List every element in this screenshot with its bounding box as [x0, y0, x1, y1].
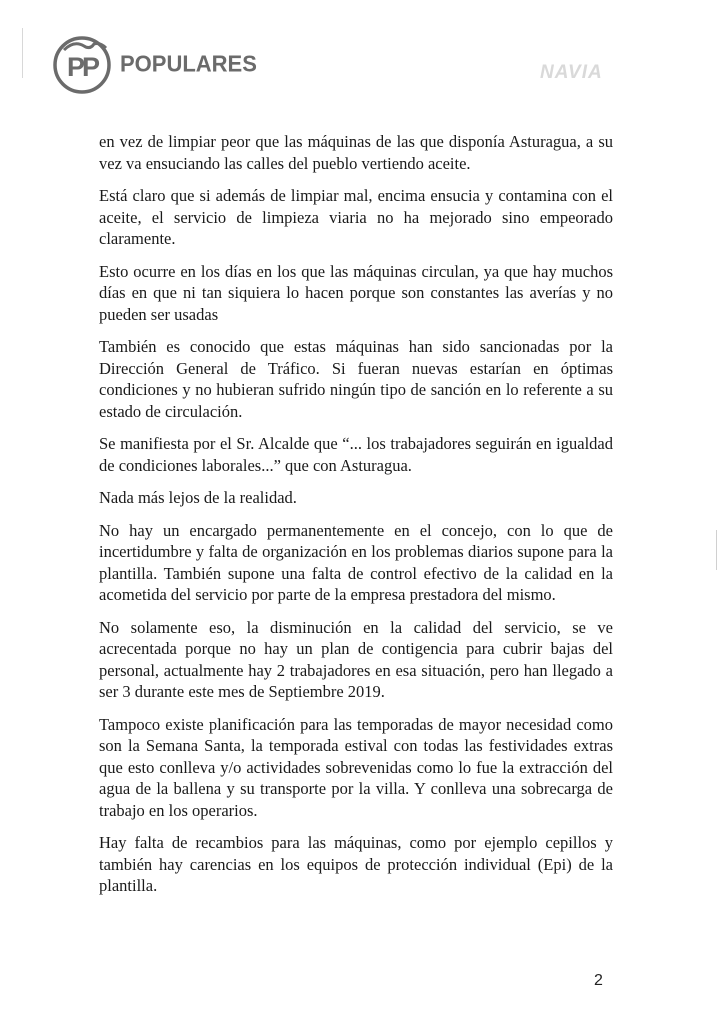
party-logo — [50, 32, 257, 96]
paragraph: Está claro que si además de limpiar mal, encima ensucia y contamina con el aceite, el servicio de limpieza viaria no ha mejorado sino empeorado claramente. — [99, 186, 613, 248]
svg-text:PP: PP — [66, 52, 98, 82]
scan-edge-mark — [716, 530, 717, 570]
paragraph: No solamente eso, la disminución en la calidad del servicio, se ve acrecentada porque no hay un plan de contigencia para cubrir bajas del personal, actualmente hay 2 trabajadores en esa situación, pero han llegado a ser 3 durante este mes de Septiembre 2019. — [99, 617, 613, 701]
paragraph: Hay falta de recambios para las máquinas, como por ejemplo cepillos y también hay carencias en los equipos de protección individual (Epi) de la plantilla. — [99, 833, 613, 895]
pp-logo-icon — [50, 32, 114, 96]
scan-edge-mark — [22, 28, 23, 78]
paragraph: Se manifiesta por el Sr. Alcalde que “... los trabajadores seguirán en igualdad de condiciones laborales...” que con Asturagua. — [99, 434, 613, 475]
paragraph: No hay un encargado permanentemente en el concejo, con lo que de incertidumbre y falta de organización en los problemas diarios supone para la plantilla. También supone una falta de control efectivo de la calidad en la acometida del servicio por parte de la empresa prestadora del mismo. — [99, 520, 613, 604]
logo-wordmark: POPULARES — [120, 50, 257, 77]
paragraph: También es conocido que estas máquinas han sido sancionadas por la Dirección General de Tráfico. Si fueran nuevas estarían en óptimas condiciones y no hubieran sufrido ningún tipo de sanción en lo referente a su estado de circulación. — [99, 337, 613, 421]
municipality-label: NAVIA — [540, 62, 603, 83]
paragraph: Esto ocurre en los días en los que las máquinas circulan, ya que hay muchos días en que ni tan siquiera lo hacen porque son constantes las averías y no pueden ser usadas — [99, 261, 613, 324]
paragraph: en vez de limpiar peor que las máquinas de las que disponía Asturagua, a su vez va ensuciando las calles del pueblo vertiendo aceite. — [99, 132, 613, 173]
document-body — [99, 131, 613, 908]
page-number: 2 — [594, 972, 603, 989]
paragraph: Tampoco existe planificación para las temporadas de mayor necesidad como son la Semana Santa, la temporada estival con todas las festividades extras que esto conlleva y/o actividades sobrevenidas como lo fue la extracción del agua de la ballena y su transporte por la villa. Y conlleva una sobrecarga de trabajo en los operarios. — [99, 714, 613, 820]
paragraph: Nada más lejos de la realidad. — [99, 488, 297, 507]
